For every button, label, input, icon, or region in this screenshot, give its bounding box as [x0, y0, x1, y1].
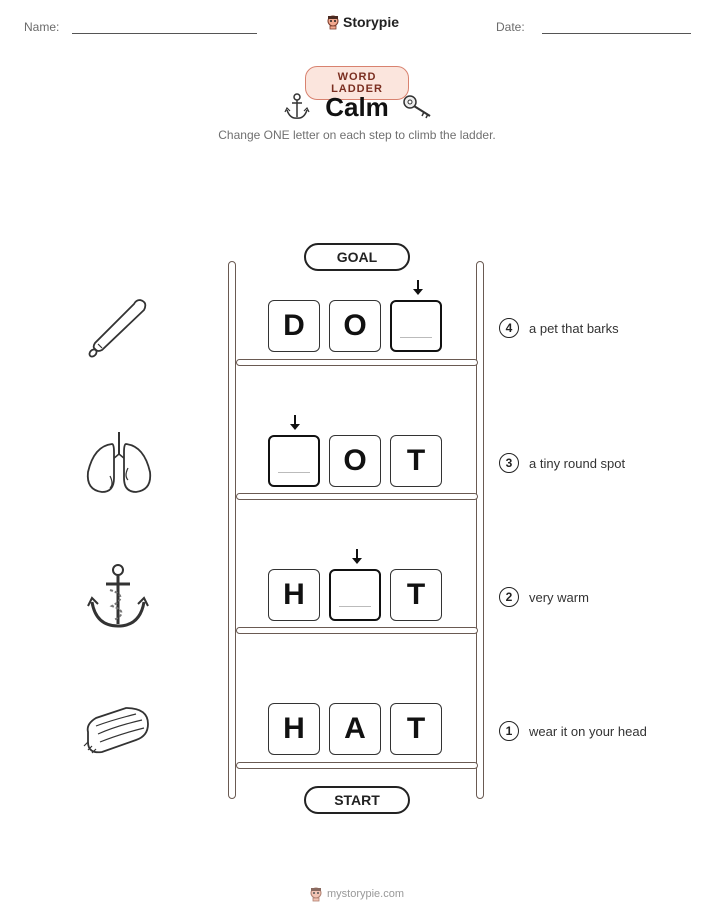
key-icon — [402, 94, 434, 120]
ladder-rung — [236, 627, 478, 634]
name-label: Name: — [24, 20, 60, 34]
date-label: Date: — [496, 20, 525, 34]
storypie-mascot-icon — [326, 14, 340, 30]
blank-letter-tile[interactable] — [390, 300, 442, 352]
clue-number: 3 — [499, 453, 519, 473]
down-arrow-icon — [350, 549, 364, 565]
storypie-mascot-icon — [309, 886, 323, 902]
clue-number: 4 — [499, 318, 519, 338]
ladder-rail-right — [476, 261, 484, 799]
start-label: START — [304, 786, 410, 814]
ladder-rung — [236, 493, 478, 500]
word-ladder-badge: WORD LADDER — [305, 66, 409, 100]
clue-number: 2 — [499, 587, 519, 607]
footer — [309, 886, 404, 902]
date-field[interactable] — [542, 33, 691, 34]
brand-logo — [326, 14, 399, 30]
baseball-bat-icon — [84, 294, 152, 362]
clue-number: 1 — [499, 721, 519, 741]
anchor-picture-icon — [84, 562, 152, 632]
letter-tile: O — [329, 300, 381, 352]
name-field[interactable] — [72, 33, 257, 34]
towel-icon — [82, 702, 154, 758]
blank-letter-tile[interactable] — [268, 435, 320, 487]
down-arrow-icon — [288, 415, 302, 431]
letter-tile: T — [390, 703, 442, 755]
letter-tile: A — [329, 703, 381, 755]
ladder-rung — [236, 762, 478, 769]
ladder-rung — [236, 359, 478, 366]
ladder-rail-left — [228, 261, 236, 799]
instructions: Change ONE letter on each step to climb the ladder. — [218, 128, 496, 142]
letter-tile: H — [268, 703, 320, 755]
footer-url[interactable]: mystorypie.com — [327, 888, 405, 900]
clue-text: a pet that barks — [529, 321, 619, 336]
letter-tile: T — [390, 435, 442, 487]
clue-text: very warm — [529, 590, 589, 605]
blank-letter-tile[interactable] — [329, 569, 381, 621]
page-title: Calm — [325, 92, 389, 122]
letter-tile: H — [268, 569, 320, 621]
brand-name: Storypie — [343, 14, 400, 30]
clue-text: a tiny round spot — [529, 456, 626, 471]
lungs-icon — [84, 428, 154, 498]
letter-tile: D — [268, 300, 320, 352]
letter-tile: T — [390, 569, 442, 621]
letter-tile: O — [329, 435, 381, 487]
down-arrow-icon — [411, 280, 425, 296]
goal-label: GOAL — [304, 243, 410, 271]
anchor-icon — [282, 92, 312, 122]
clue-text: wear it on your head — [529, 724, 647, 739]
